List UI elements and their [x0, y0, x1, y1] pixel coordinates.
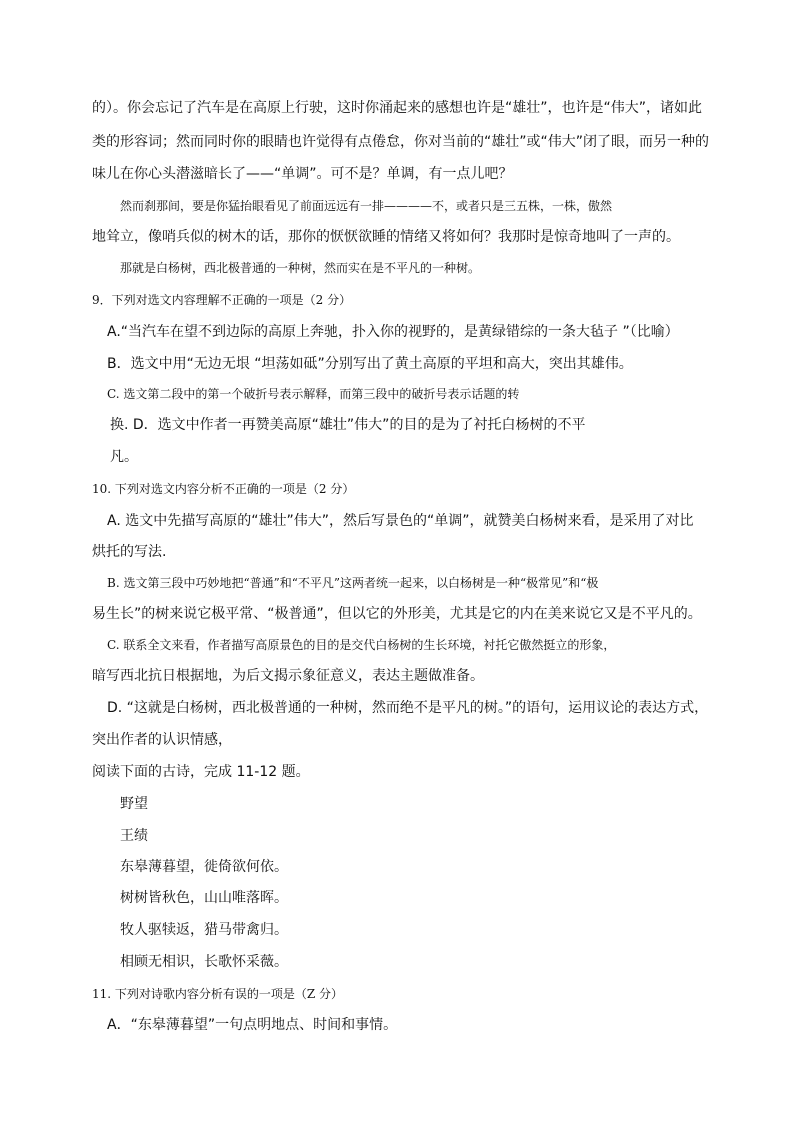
- passage-line-2: 类的形容词；然而同时你的眼睛也许觉得有点倦怠，你对当前的“雄壮”或“伟大”闭了眼，而另一种的: [92, 134, 710, 150]
- q9-option-b: B．选文中用“无边无垠 “坦荡如砥”分别写出了黄土高原的平坦和高大，突出其雄伟。: [107, 356, 633, 372]
- poem-line-2: 树树皆秋色，山山唯落晖。: [120, 890, 288, 906]
- q10-option-d-line1: D. “这就是白杨树，西北极普通的一种树，然而绝不是平凡的树。”的语句，运用议论的表达方式，: [107, 700, 709, 716]
- q9-option-c-line3: 凡。: [110, 449, 138, 465]
- poem-title: 野望: [120, 796, 148, 812]
- q10-option-a-line2: 烘托的写法.: [92, 544, 167, 560]
- poem-line-1: 东皋薄暮望，徙倚欲何依。: [120, 859, 288, 875]
- q9-option-c-line2: 换. D．选文中作者一再赞美高原“雄壮”伟大”的目的是为了衬托白杨树的不平: [110, 417, 586, 433]
- q10-option-c-line1: C. 联系全文来看，作者描写高原景色的目的是交代白杨树的生长环境，衬托它傲然挺立的形象，: [107, 638, 616, 652]
- q9-option-a: A.“当汽车在望不到边际的高原上奔驰，扑入你的视野的，是黄绿错综的一条大毡子 ”（比喻）: [107, 324, 679, 340]
- q10-option-d-line2: 突出作者的认识情感，: [92, 732, 232, 748]
- q10-option-b-line1: B. 选文第三段中巧妙地把“普通”和“不平凡”这两者统一起来，以白杨树是一种“极常见”和“极: [107, 576, 599, 590]
- q11-stem: 11. 下列对诗歌内容分析有误的一项是（Z 分）: [92, 987, 344, 1001]
- passage-line-5: 地耸立，像哨兵似的树木的话，那你的恹恹欲睡的情绪又将如何？我那时是惊奇地叫了一声的。: [92, 229, 680, 245]
- poem-line-4: 相顾无相识，长歌怀采薇。: [120, 954, 288, 970]
- q10-stem: 10. 下列对选文内容分析不正确的一项是（2 分）: [92, 482, 355, 496]
- passage-line-3: 味儿在你心头潜滋暗长了——“单调”。可不是？单调，有一点儿吧？: [92, 166, 513, 182]
- passage-line-1: 的）。你会忘记了汽车是在高原上行驶，这时你涌起来的感想也许是“雄壮”，也许是“伟大”，诸如此: [92, 100, 703, 116]
- poem-intro: 阅读下面的古诗，完成 11-12 题。: [92, 764, 310, 780]
- poem-author: 王绩: [120, 828, 148, 844]
- passage-line-6: 那就是白杨树，西北极普通的一种树，然而实在是不平凡的一种树。: [120, 261, 481, 275]
- passage-line-4: 然而刹那间，要是你猛抬眼看见了前面远远有一排————不，或者只是三五株，一株，傲然: [120, 199, 613, 213]
- q9-stem: 9．下列对选文内容理解不正确的一项是（2 分）: [92, 293, 352, 307]
- q10-option-b-line2: 易生长”的树来说它极平常、“极普通”，但以它的外形美，尤其是它的内在美来说它又是不平凡的。: [92, 606, 702, 622]
- q9-option-c-line1: C. 选文第二段中的第一个破折号表示解释，而第三段中的破折号表示话题的转: [107, 387, 520, 401]
- q11-option-a: A．“东皋薄暮望”一句点明地点、时间和事情。: [107, 1017, 398, 1033]
- q10-option-a-line1: A. 选文中先描写高原的“雄壮”伟大”，然后写景色的“单调”，就赞美白杨树来看，是采用了对比: [107, 513, 694, 529]
- q10-option-c-line2: 暗写西北抗日根据地，为后文揭示象征意义，表达主题做准备。: [92, 668, 484, 684]
- poem-line-3: 牧人驱犊返，猎马带禽归。: [120, 922, 288, 938]
